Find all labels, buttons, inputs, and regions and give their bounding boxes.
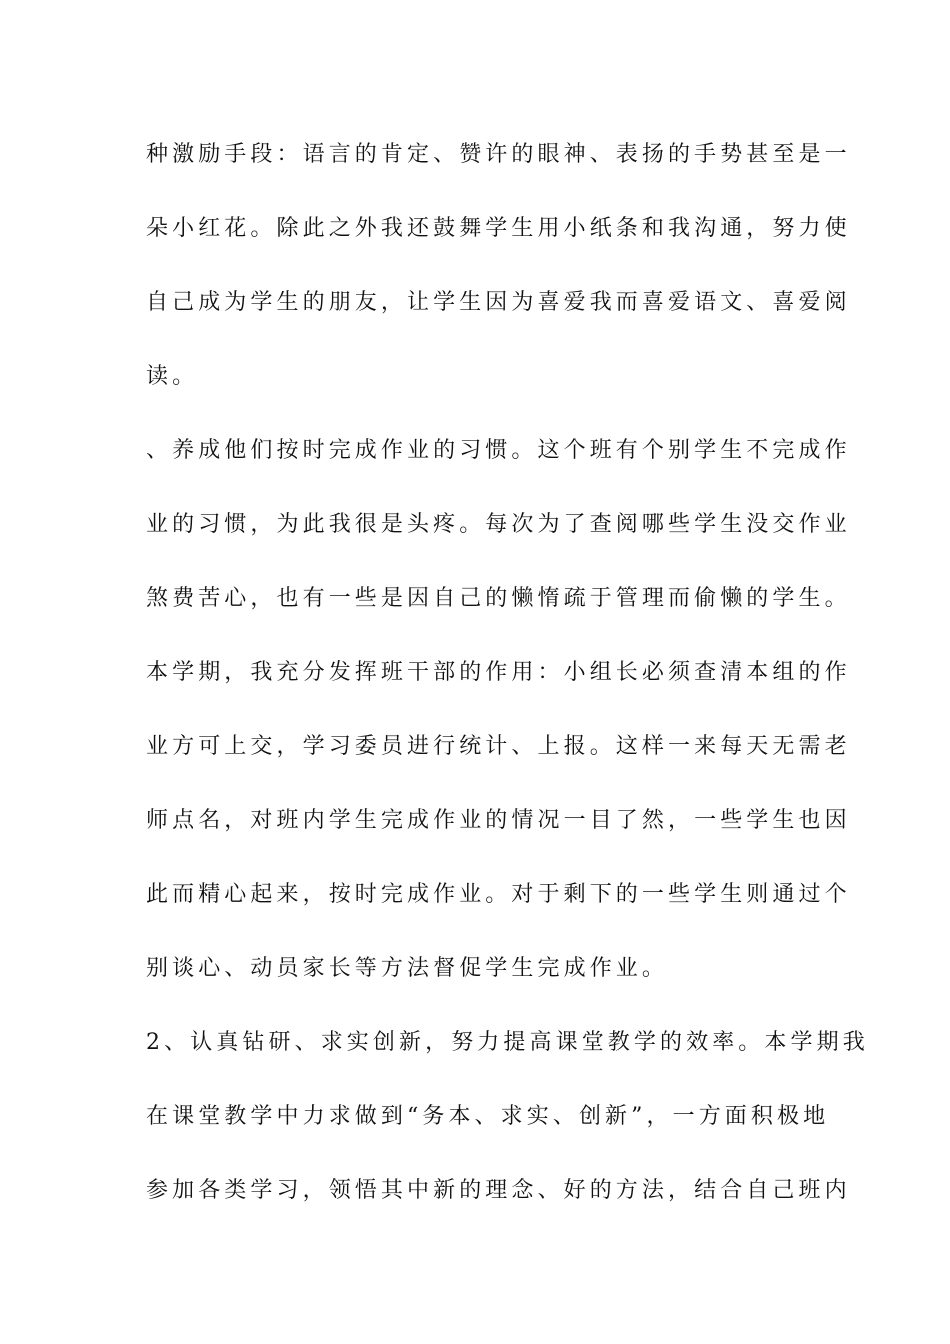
text-line: 业的习惯，为此我很是头疼。每次为了查阅哪些学生没交作业: [146, 512, 851, 537]
text-line: 种激励手段：语言的肯定、赞许的眼神、表扬的手势甚至是一: [146, 142, 851, 167]
text-line: 业方可上交，学习委员进行统计、上报。这样一来每天无需老: [146, 734, 851, 759]
text-line: 煞费苦心，也有一些是因自己的懒惰疏于管理而偷懒的学生。: [146, 586, 851, 611]
text-line: 朵小红花。除此之外我还鼓舞学生用小纸条和我沟通，努力使: [146, 216, 851, 241]
text-line: 读。: [146, 364, 199, 389]
text-line: 自己成为学生的朋友，让学生因为喜爱我而喜爱语文、喜爱阅: [146, 290, 851, 315]
text-line: 参加各类学习，领悟其中新的理念、好的方法，结合自己班内: [146, 1178, 851, 1203]
text-line: 、养成他们按时完成作业的习惯。这个班有个别学生不完成作: [146, 438, 851, 463]
text-line: 在课堂教学中力求做到“务本、求实、创新”，一方面积极地: [146, 1104, 830, 1129]
text-line: 2、认真钻研、求实创新，努力提高课堂教学的效率。本学期我: [146, 1030, 869, 1055]
text-line: 别谈心、动员家长等方法督促学生完成作业。: [146, 956, 669, 981]
text-line: 师点名，对班内学生完成作业的情况一目了然，一些学生也因: [146, 808, 851, 833]
document-body: [146, 130, 869, 1240]
text-line: 此而精心起来，按时完成作业。对于剩下的一些学生则通过个: [146, 882, 851, 907]
text-line: 本学期，我充分发挥班干部的作用：小组长必须查清本组的作: [146, 660, 851, 685]
